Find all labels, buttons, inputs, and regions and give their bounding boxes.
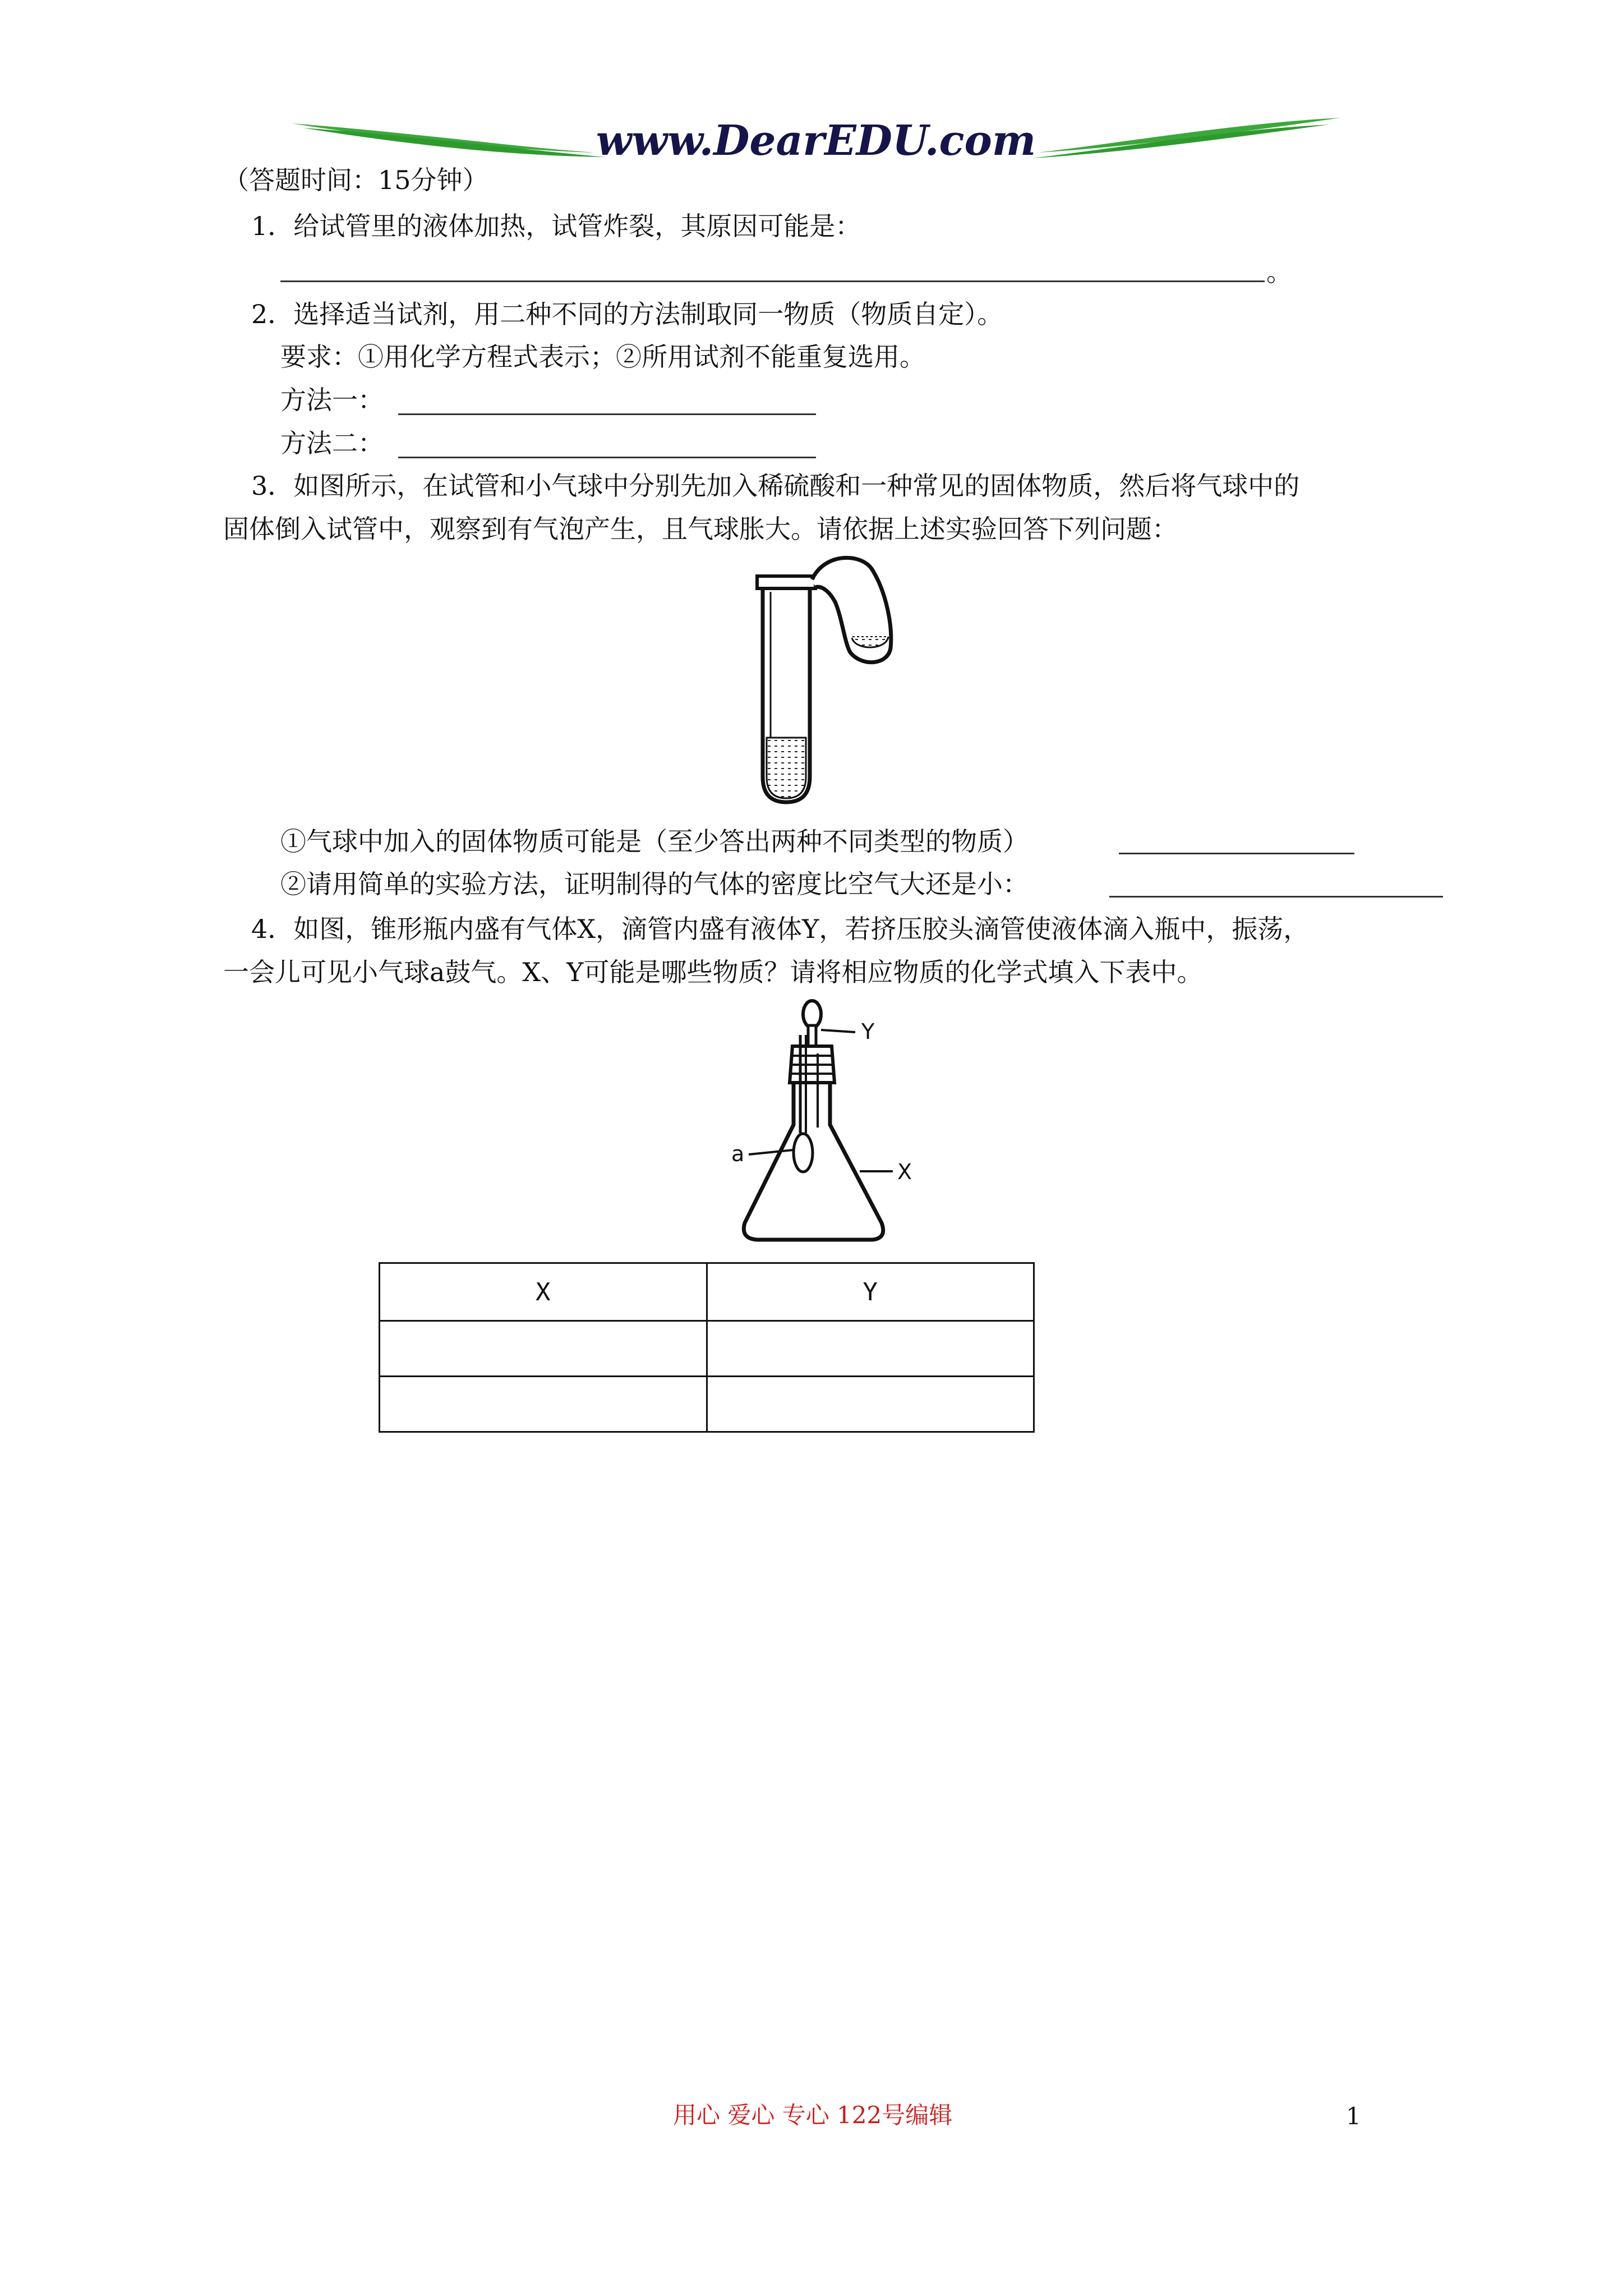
question-1-text: 1．给试管里的液体加热，试管炸裂，其原因可能是：	[251, 211, 861, 241]
question-4-text-line-2: 一会儿可见小气球a鼓气。X、Y可能是哪些物质？请将相应物质的化学式填入下表中。	[223, 957, 1203, 987]
question-2-requirement: 要求：①用化学方程式表示；②所用试剂不能重复选用。	[280, 342, 925, 372]
footer-text: 用心 爱心 专心 122号编辑	[673, 2101, 953, 2129]
answer-blank-method-1[interactable]	[398, 413, 816, 415]
question-2-text: 2．选择适当试剂，用二种不同的方法制取同一物质（物质自定）。	[251, 299, 1003, 329]
question-3-sub-1: ①气球中加入的固体物质可能是（至少答出两种不同类型的物质）	[280, 826, 1029, 857]
table-header-row	[380, 1263, 1034, 1321]
header-logo	[292, 107, 1340, 168]
table-cell-x[interactable]	[380, 1321, 707, 1377]
answer-blank-q1[interactable]	[280, 280, 1265, 282]
flask-dropper-figure	[729, 993, 942, 1257]
label-x: X	[897, 1159, 912, 1184]
question-4-text-line-1: 4．如图，锥形瓶内盛有气体X，滴管内盛有液体Y，若挤压胶头滴管使液体滴入瓶中，振荡，	[251, 914, 1310, 944]
answer-blank-method-2[interactable]	[398, 457, 816, 458]
page-number: 1	[1346, 2102, 1361, 2130]
answer-table	[379, 1262, 1035, 1433]
label-a: a	[731, 1142, 745, 1166]
table-cell-x[interactable]	[380, 1377, 707, 1432]
question-3-text-line-1: 3．如图所示，在试管和小气球中分别先加入稀硫酸和一种常见的固体物质，然后将气球中的	[251, 471, 1300, 501]
table-row	[380, 1321, 1034, 1377]
table-cell-y[interactable]	[707, 1321, 1034, 1377]
table-header-x: X	[380, 1263, 707, 1321]
method-1-label: 方法一：	[280, 385, 384, 415]
site-name: www.DearEDU.com	[596, 117, 1036, 165]
table-cell-y[interactable]	[707, 1377, 1034, 1432]
table-row	[380, 1377, 1034, 1432]
answer-blank-q3-sub-2[interactable]	[1109, 896, 1443, 898]
question-3-text-line-2: 固体倒入试管中，观察到有气泡产生，且气球胀大。请依据上述实验回答下列问题：	[223, 514, 1178, 544]
test-tube-balloon-figure	[740, 553, 925, 811]
method-2-label: 方法二：	[280, 428, 384, 458]
label-y: Y	[861, 1019, 875, 1044]
time-note: （答题时间：15分钟）	[223, 165, 488, 195]
table-header-y: Y	[707, 1263, 1034, 1321]
question-3-sub-2: ②请用简单的实验方法，证明制得的气体的密度比空气大还是小：	[280, 869, 1029, 899]
answer-blank-q3-sub-1[interactable]	[1119, 853, 1354, 854]
end-mark-q1: 。	[1266, 257, 1292, 287]
